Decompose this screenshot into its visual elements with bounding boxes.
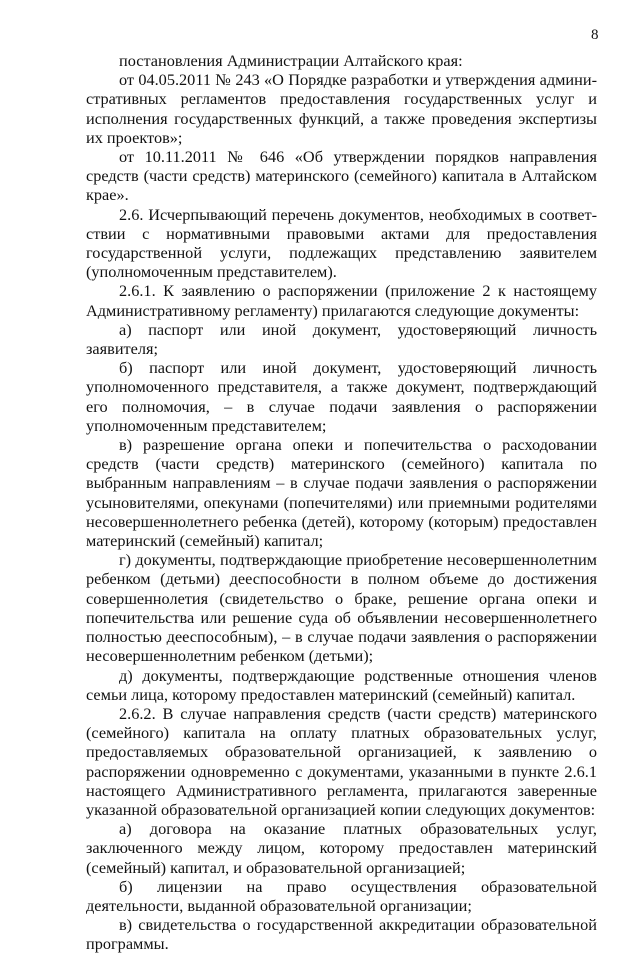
list-item-a: а) паспорт или иной документ, удостоверяющий личность заявителя; — [86, 319, 597, 359]
paragraph-2-6-2: 2.6.2. В случае направления средств (части средств) материнского (семейного) капитала на оплату платных образовательных услуг, предоставляемых образовательной организацией, к заявлению о распоряжении одновременно с документами, указанными в пункте 2.6.1 настоящего Административного регламента, прилагаются заверенные указанной образовательной организацией копии следующих документов: — [86, 703, 597, 819]
paragraph-2-6: 2.6. Исчерпывающий перечень документов, необходимых в соответствии с нормативными правовыми актами для предоставления государственной услуги, подлежащих представлению заявителем (уполномоченным представителем). — [86, 204, 597, 282]
paragraph-2-6-1: 2.6.1. К заявлению о распоряжении (приложение 2 к настоящему Административному регламенту) прилагаются следующие документы: — [86, 281, 597, 320]
list-item-v-accreditation: в) свидетельства о государственной аккредитации образовательной программы. — [86, 915, 597, 954]
document-body — [86, 51, 597, 954]
list-item-b: б) паспорт или иной документ, удостоверяющий личность уполномоченного представителя, а также документ, подтверждающий его полномочия, – в случае подачи заявления о распоряжении уполномоченным представителем; — [86, 358, 597, 435]
list-item-b-license: б) лицензии на право осуществления образовательной деятельности, выданной образовательной организации; — [86, 876, 597, 915]
page-number: 8 — [591, 27, 599, 43]
list-item-d: д) документы, подтверждающие родственные отношения членов семьи лица, которому предоставлен материнский (семейный) капитал. — [86, 665, 597, 704]
paragraph-decree-646: от 10.11.2011 № 646 «Об утверждении порядков направления средств (части средств) материнского (семейного) капитала в Алтайском крае». — [86, 147, 597, 205]
paragraph-decree-243: от 04.05.2011 № 243 «О Порядке разработки и утверждения административных регламентов предоставления государственных услуг и исполнения государственных функций, а также проведения экспертизы их проектов»; — [86, 70, 597, 147]
list-item-a-contract: а) договора на оказание платных образовательных услуг, заключенного между лицом, которому предоставлен материнский (семейный) капитал, и образовательной организацией; — [86, 819, 597, 877]
paragraph-decree-intro: постановления Администрации Алтайского края: — [119, 51, 463, 70]
list-item-g: г) документы, подтверждающие приобретение несовершеннолетним ребенком (детьми) дееспособности в полном объеме до достижения совершеннолетия (свидетельство о браке, решение органа опеки и попечительства или решение суда об объявлении несовершеннолетнего полностью дееспособным), – в случае подачи заявления о распоряжении несовершеннолетним ребенком (детьми); — [86, 550, 597, 666]
list-item-v: в) разрешение органа опеки и попечительства о расходовании средств (части средств) материнского (семейного) капитала по выбранным направлениям – в случае подачи заявления о распоряжении усыновителями, опекунами (попечителями) или приемными родителями несовершеннолетнего ребенка (детей), которому (которым) предоставлен материнский (семейный) капитал; — [86, 435, 597, 551]
